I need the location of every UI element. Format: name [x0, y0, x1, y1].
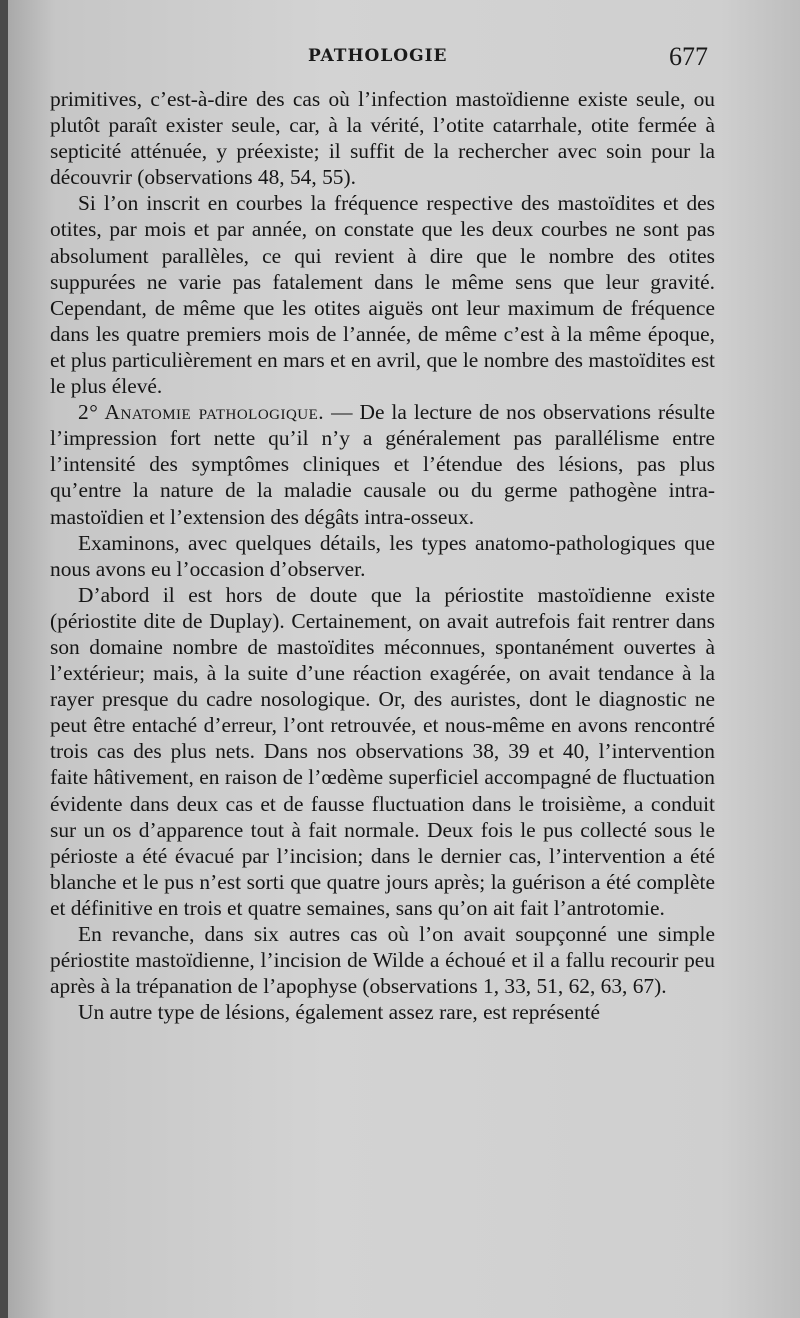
paragraph-anatomy	[50, 399, 715, 529]
paragraph-other-type: Un autre type de lésions, également assez rare, est représenté	[78, 1000, 601, 1025]
section-heading: 2° Anatomie pathologique.	[78, 400, 325, 425]
paragraph-periostitis: D’abord il est hors de doute que la périostite mastoïdienne existe (périostite dite de Duplay). Certainement, on avait autrefois fait rentrer dans son domaine nombre de mastoïdites méconnues, spontanément ouvertes à l’extérieur; mais, à la suite d’une réaction exagérée, on avait tendance à la rayer presque du cadre nosologique. Or, des auristes, dont le diagnostic ne peut être entaché d’erreur, l’ont retrouvée, et nous-même en avons rencontré trois cas des plus nets. Dans nos observations 38, 39 et 40, l’intervention faite hâtivement, en raison de l’œdème superficiel accompagné de fluctuation évidente dans deux cas et de fausse fluctuation dans le troisième, a conduit sur un os d’apparence tout à fait normale. Deux fois le pus collecté sous le périoste a été évacué par l’incision; dans le dernier cas, l’intervention a été blanche et le pus n’est sorti que quatre jours après; la guérison a été complète et définitive en trois et quatre semaines, sans qu’on ait fait l’antrotomie.	[50, 582, 715, 920]
section-text: — De la lecture de nos observations résulte l’impression fort nette qu’il n’y a généralement pas parallélisme entre l’intensité des symptômes cliniques et l’étendue des lésions, pas plus qu’entre la nature de la maladie causale ou du germe pathogène intra-mastoïdien et l’extension des dégâts intra-osseux.	[50, 400, 715, 529]
paragraph-wilde: En revanche, dans six autres cas où l’on avait soupçonné une simple périostite mastoïdienne, l’incision de Wilde a échoué et il a fallu recourir peu après à la trépanation de l’apophyse (observations 1, 33, 51, 62, 63, 67).	[50, 922, 715, 999]
paragraph-continuation: primitives, c’est-à-dire des cas où l’infection mastoïdienne existe seule, ou plutôt paraît exister seule, car, à la vérité, l’otite catarrhale, otite fermée à septicité atténuée, y préexiste; il suffit de la rechercher avec soin pour la découvrir (observations 48, 54, 55).	[50, 87, 715, 190]
running-title: PATHOLOGIE	[308, 46, 448, 66]
paragraph-curves: Si l’on inscrit en courbes la fréquence respective des mastoïdites et des otites, par mois et par année, on constate que les deux courbes ne sont pas absolument parallèles, ce qui revient à dire que le nombre des otites suppurées ne varie pas fatalement dans le même sens que leur gravité. Cependant, de même que les otites aiguës ont leur maximum de fréquence dans les quatre premiers mois de l’année, de même c’est à la même époque, et plus particulièrement en mars et en avril, que le nombre des mastoïdites est le plus élevé.	[50, 191, 715, 399]
book-page	[8, 0, 800, 1318]
page-header	[8, 40, 800, 74]
paragraph-examine: Examinons, avec quelques détails, les types anatomo-pathologiques que nous avons eu l’occasion d’observer.	[50, 530, 715, 581]
page-number: 677	[669, 42, 708, 71]
body-text	[50, 86, 715, 1025]
